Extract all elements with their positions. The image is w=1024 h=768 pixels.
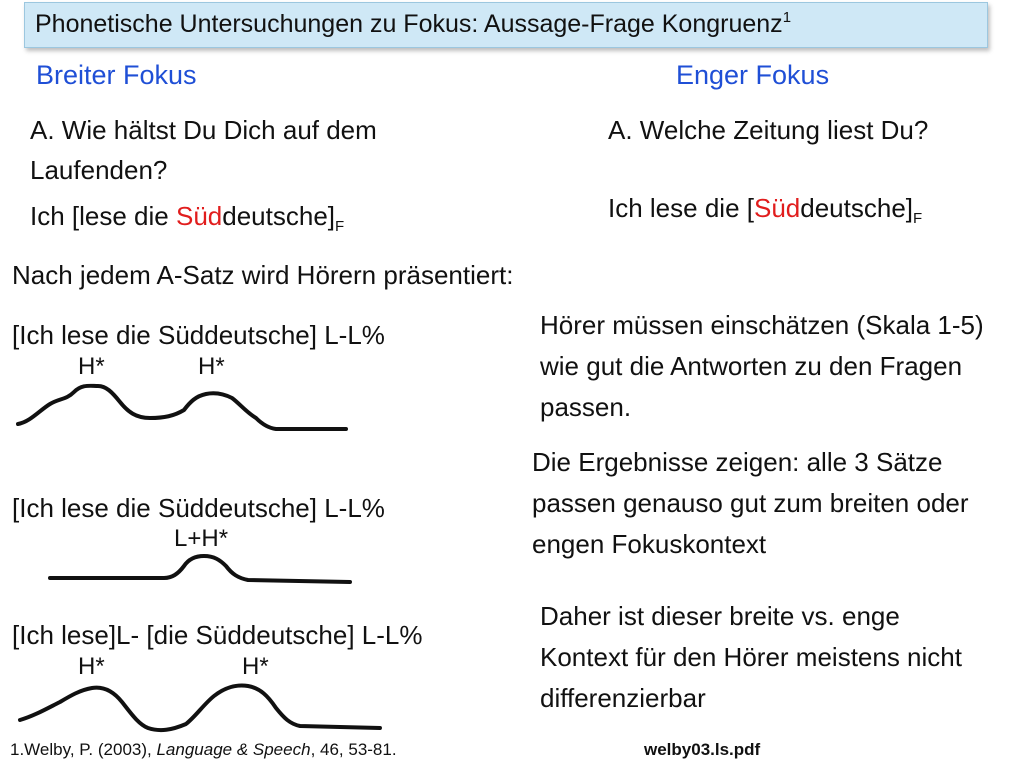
- contour1-tone1: H*: [78, 353, 105, 380]
- contour3-tone1: H*: [78, 653, 105, 680]
- broad-answer-pre: Ich [lese die: [30, 201, 176, 231]
- broad-question-line2: Laufenden?: [30, 155, 168, 185]
- broad-answer-focus-syllable: Süd: [175, 201, 223, 231]
- broad-answer-focus-subscript: F: [335, 218, 345, 235]
- heading-broad-focus: Breiter Fokus: [36, 60, 197, 90]
- broad-answer-post: deutsche]: [222, 201, 335, 231]
- narrow-answer-pre: Ich lese die [: [608, 193, 754, 223]
- contour3-tone2: H*: [242, 653, 269, 680]
- note-rating-task: Hörer müssen einschätzen (Skala 1-5) wie gut die Antworten zu den Fragen passen.: [540, 310, 984, 422]
- footnote-reference: [10, 740, 397, 760]
- contour1-sentence: [Ich lese die Süddeutsche] L-L%: [12, 320, 385, 350]
- footnote-ref-post: , 46, 53-81.: [310, 740, 397, 759]
- footnote-ref-journal: Language & Speech: [156, 740, 311, 759]
- footnote-ref-pre: 1.Welby, P. (2003),: [10, 740, 157, 759]
- source-filename: welby03.ls.pdf: [644, 740, 761, 759]
- contour1-tone2: H*: [198, 353, 225, 380]
- contour2-tone1: L+H*: [174, 525, 229, 552]
- narrow-answer-focus-subscript: F: [913, 210, 923, 227]
- contour2-sentence: [Ich lese die Süddeutsche] L-L%: [12, 493, 385, 523]
- slide-title-text: Phonetische Untersuchungen zu Fokus: Aussage-Frage Kongruenz: [35, 10, 783, 38]
- contour3-sentence: [Ich lese]L- [die Süddeutsche] L-L%: [12, 620, 423, 650]
- intro-text: Nach jedem A-Satz wird Hörern präsentiert:: [12, 260, 514, 290]
- title-footnote-marker: 1: [782, 9, 792, 26]
- note-conclusion: Daher ist dieser breite vs. enge Kontext für den Hörer meistens nicht differenzierbar: [540, 601, 962, 713]
- broad-question-line1: A. Wie hältst Du Dich auf dem: [30, 115, 377, 145]
- heading-narrow-focus: Enger Fokus: [676, 60, 830, 90]
- narrow-question: A. Welche Zeitung liest Du?: [608, 115, 929, 145]
- narrow-answer-focus-syllable: Süd: [753, 193, 801, 223]
- narrow-answer-post: deutsche]: [800, 193, 913, 223]
- note-results: Die Ergebnisse zeigen: alle 3 Sätze passen genauso gut zum breiten oder engen Fokuskontext: [532, 447, 969, 559]
